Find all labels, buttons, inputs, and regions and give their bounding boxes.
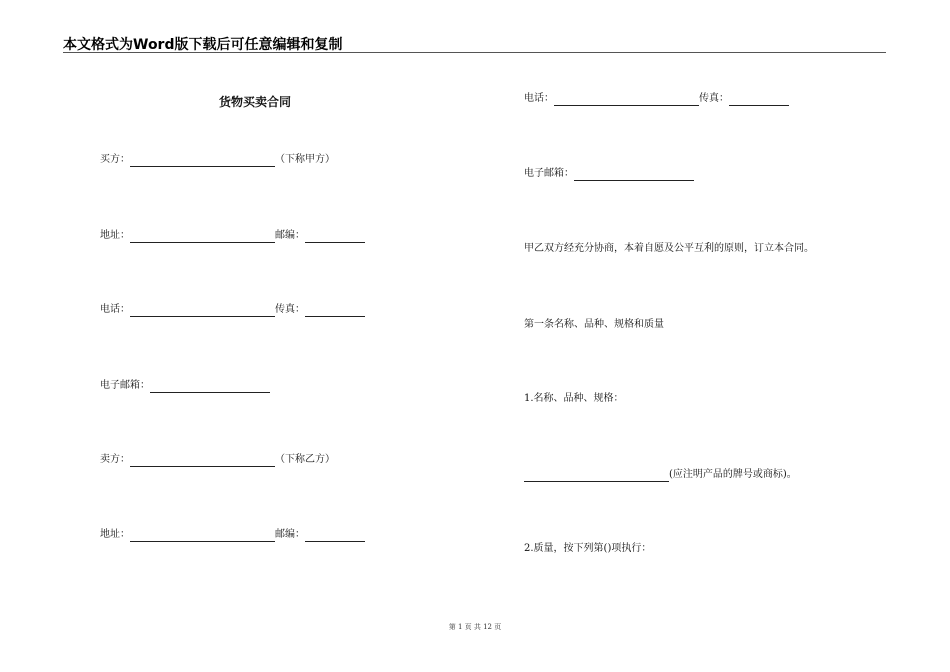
- item-1-note: (应注明产品的牌号或商标)。: [669, 469, 797, 480]
- buyer-blank: [130, 155, 275, 167]
- banner-divider: [63, 52, 886, 53]
- buyer-address-line: [100, 229, 365, 243]
- agreement-text: 甲乙双方经充分协商，本着自愿及公平互利的原则，订立本合同。: [524, 243, 814, 254]
- buyer-email-line: [100, 379, 270, 393]
- buyer-phone-line: [100, 303, 365, 317]
- seller-address-line: [100, 528, 365, 542]
- seller-line: [100, 453, 335, 467]
- postcode2-blank: [305, 530, 365, 542]
- phone-blank: [130, 305, 275, 317]
- page-footer: 第 1 页 共 12 页: [448, 623, 502, 631]
- right-fax-label: 传真：: [699, 93, 729, 104]
- agreement-paragraph: [524, 242, 814, 256]
- right-email-label: 电子邮箱：: [524, 168, 574, 179]
- item-1-blank: [524, 470, 669, 482]
- buyer-suffix: （下称甲方）: [275, 154, 335, 165]
- address-label: 地址：: [100, 230, 130, 241]
- item-2-text: 2.质量，按下列第()项执行：: [524, 543, 652, 554]
- article-1-text: 第一条名称、品种、规格和质量: [524, 319, 664, 330]
- right-email-blank: [574, 169, 694, 181]
- address-blank: [130, 231, 275, 243]
- banner-text: 本文格式为Word版下载后可任意编辑和复制: [63, 37, 343, 53]
- item-1-note-line: [524, 468, 797, 482]
- seller-phone-line: [524, 92, 789, 106]
- seller-email-line: [524, 167, 694, 181]
- address2-label: 地址：: [100, 529, 130, 540]
- address2-blank: [130, 530, 275, 542]
- buyer-label: 买方：: [100, 154, 130, 165]
- document-title: 货物买卖合同: [219, 95, 292, 109]
- right-phone-label: 电话：: [524, 93, 554, 104]
- fax-blank: [305, 305, 365, 317]
- item-2-line: [524, 542, 651, 556]
- seller-blank: [130, 455, 275, 467]
- email-blank: [150, 381, 270, 393]
- item-1-text: 1.名称、品种、规格：: [524, 393, 624, 404]
- right-phone-blank: [554, 94, 699, 106]
- phone-label: 电话：: [100, 304, 130, 315]
- postcode-blank: [305, 231, 365, 243]
- article-1-heading: [524, 318, 664, 332]
- fax-label: 传真：: [275, 304, 305, 315]
- seller-suffix: （下称乙方）: [275, 454, 335, 465]
- seller-label: 卖方：: [100, 454, 130, 465]
- right-fax-blank: [729, 94, 789, 106]
- item-1-line: [524, 392, 624, 406]
- postcode2-label: 邮编：: [275, 529, 305, 540]
- postcode-label: 邮编：: [275, 230, 305, 241]
- email-label: 电子邮箱：: [100, 380, 150, 391]
- buyer-line: [100, 153, 335, 167]
